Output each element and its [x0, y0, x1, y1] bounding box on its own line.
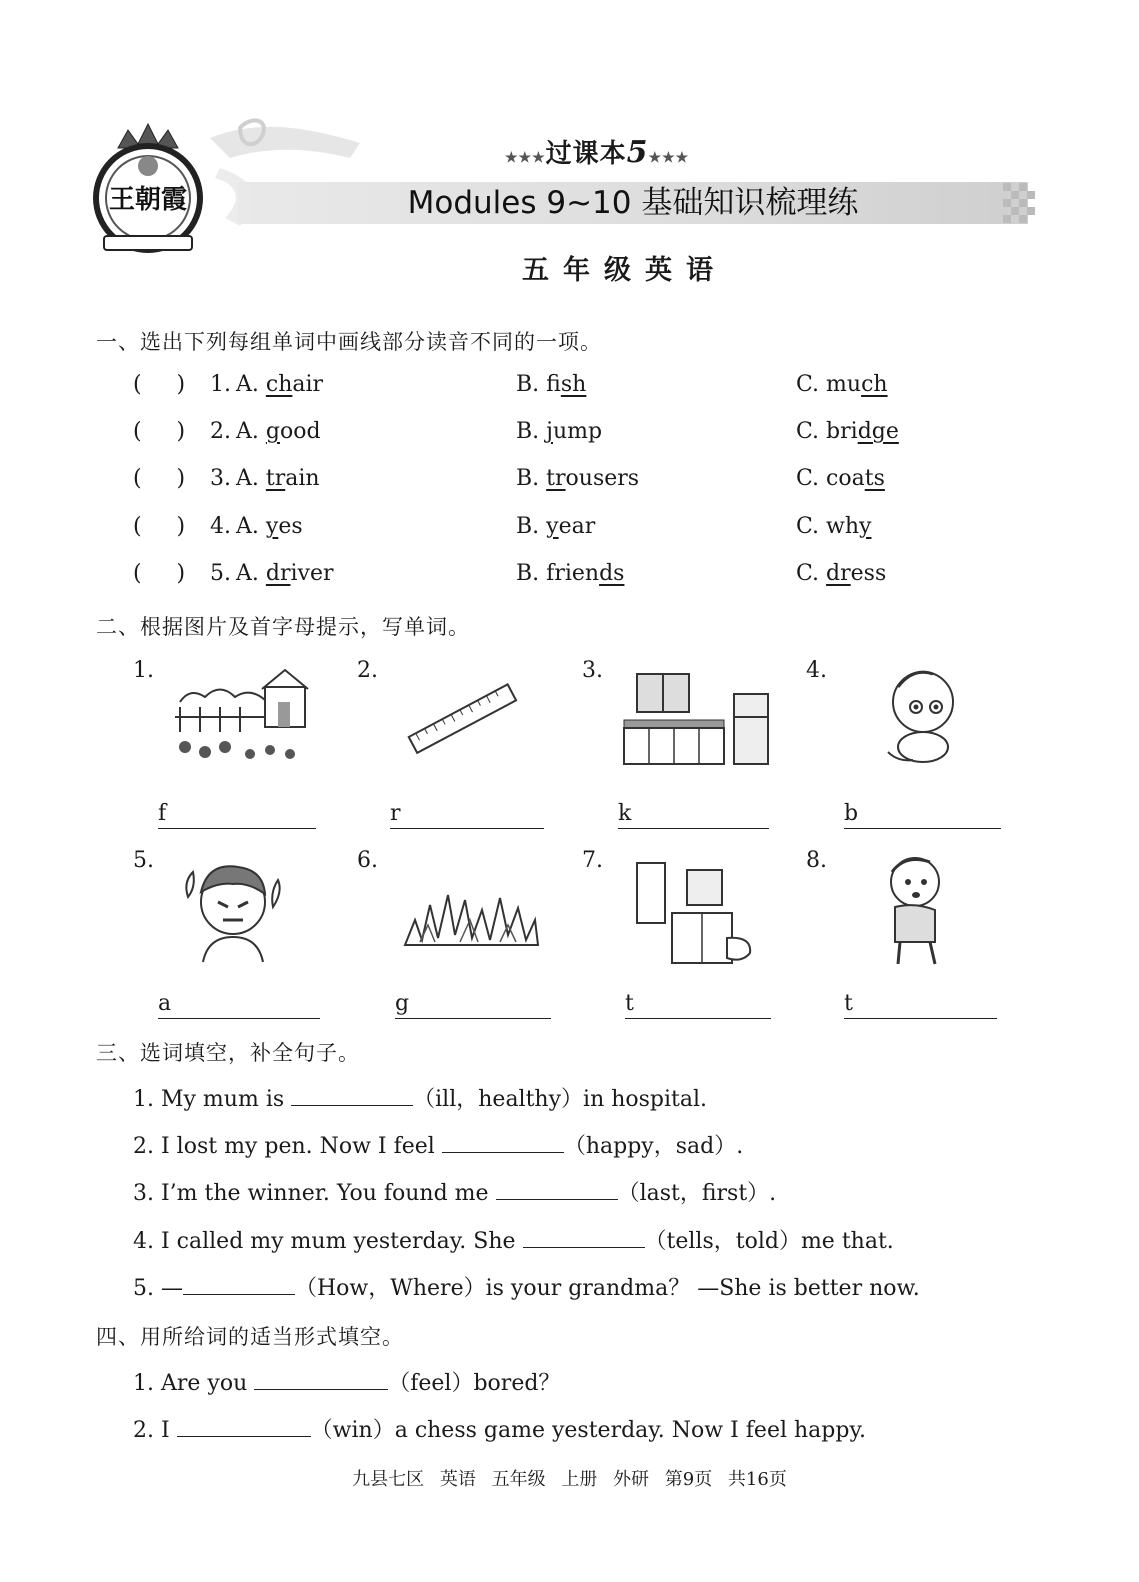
option-label: B.	[516, 466, 540, 491]
page-subtitle: 五年级英语	[522, 255, 727, 286]
answer-line[interactable]: r	[390, 800, 544, 829]
option-word-part: mu	[826, 372, 862, 397]
toilet-icon	[632, 858, 757, 968]
page-title: Modules 9~10 基础知识梳理练	[407, 185, 859, 221]
option-label: A.	[236, 514, 259, 539]
underlined-letters: ds	[599, 561, 625, 586]
option-label: B.	[516, 514, 540, 539]
option-word-part: ain	[285, 466, 320, 491]
option-label: A.	[236, 561, 259, 586]
option-b[interactable]	[516, 561, 624, 586]
underlined-letters: dge	[857, 419, 899, 444]
question-number: 3.	[210, 466, 231, 491]
answer-paren[interactable]: ( )	[133, 419, 186, 444]
question-number: 2.	[210, 419, 231, 444]
sentence-text: （happy，sad）.	[563, 1134, 744, 1159]
baby-icon	[868, 662, 968, 772]
sentence-text: （tells，told）me that.	[644, 1229, 894, 1254]
fill-sentence	[133, 1413, 866, 1444]
sentence-text: （feel）bored？	[388, 1371, 561, 1396]
option-a[interactable]	[236, 561, 334, 586]
grass-icon	[400, 880, 540, 950]
fill-sentence	[133, 1271, 920, 1302]
star-decoration: ★★★	[648, 150, 690, 166]
page-footer: 九县七区 英语 五年级 上册 外研 第9页 共16页	[352, 1469, 787, 1490]
picture-item-number: 3.	[582, 658, 603, 683]
underlined-letters: sh	[560, 372, 587, 397]
answer-line[interactable]: k	[618, 800, 769, 829]
option-word-part: coa	[826, 466, 865, 491]
logo-text: 王朝霞	[108, 185, 188, 215]
option-word-part: es	[278, 514, 303, 539]
sentence-text: （How，Where）is your grandma？ —She is better now.	[294, 1276, 920, 1301]
option-label: C.	[796, 466, 820, 491]
option-label: C.	[796, 372, 820, 397]
option-a[interactable]	[236, 372, 323, 397]
answer-paren[interactable]: ( )	[133, 466, 186, 491]
section2-heading: 二、根据图片及首字母提示，写单词。	[96, 615, 470, 639]
option-b[interactable]	[516, 466, 639, 491]
option-b[interactable]	[516, 419, 602, 444]
option-b[interactable]	[516, 514, 595, 539]
option-a[interactable]	[236, 419, 321, 444]
underlined-letters: y	[546, 514, 559, 539]
answer-blank[interactable]	[291, 1085, 413, 1106]
sentence-text: 2. I lost my pen. Now I feel	[133, 1134, 442, 1159]
fill-sentence	[133, 1129, 743, 1160]
option-label: A.	[236, 372, 259, 397]
underlined-letters: g	[265, 419, 280, 444]
option-label: A.	[236, 466, 259, 491]
sentence-text: 1. Are you	[133, 1371, 255, 1396]
option-word-part: ump	[553, 419, 603, 444]
answer-line[interactable]: b	[844, 800, 1001, 829]
underlined-letters: tr	[546, 466, 566, 491]
picture-item-number: 2.	[357, 658, 378, 683]
angry-boy-icon	[178, 852, 288, 967]
underlined-letters: dr	[265, 561, 291, 586]
sentence-text: 4. I called my mum yesterday. She	[133, 1229, 523, 1254]
answer-line[interactable]: f	[158, 800, 316, 829]
option-c[interactable]	[796, 514, 871, 539]
underlined-letters: ts	[864, 466, 885, 491]
option-c[interactable]	[796, 466, 885, 491]
sentence-text: 3. I’m the winner. You found me	[133, 1181, 496, 1206]
star-decoration: ★★★	[505, 150, 546, 166]
answer-line[interactable]: t	[625, 990, 771, 1019]
answer-line[interactable]: a	[158, 990, 320, 1019]
option-word-part: bri	[826, 419, 858, 444]
fill-sentence	[133, 1366, 560, 1397]
option-word-part: frien	[546, 561, 600, 586]
answer-paren[interactable]: ( )	[133, 561, 186, 586]
answer-blank[interactable]	[496, 1179, 618, 1200]
section4-heading: 四、用所给词的适当形式填空。	[96, 1325, 404, 1349]
sentence-text: 1. My mum is	[133, 1087, 292, 1112]
picture-item-number: 8.	[806, 848, 827, 873]
option-a[interactable]	[236, 514, 303, 539]
kitchen-icon	[622, 672, 772, 767]
underlined-letters: y	[265, 514, 279, 539]
option-label: C.	[796, 514, 820, 539]
underlined-letters: ch	[861, 372, 888, 397]
underlined-letters: y	[859, 514, 872, 539]
sentence-text: 2. I	[133, 1418, 177, 1443]
answer-paren[interactable]: ( )	[133, 514, 186, 539]
sentence-text: （win）a chess game yesterday. Now I feel happy.	[310, 1418, 866, 1443]
option-label: A.	[236, 419, 259, 444]
option-word-part: ousers	[565, 466, 640, 491]
option-c[interactable]	[796, 561, 886, 586]
option-c[interactable]	[796, 372, 888, 397]
section1-heading: 一、选出下列每组单词中画线部分读音不同的一项。	[96, 330, 602, 354]
option-word-part: wh	[826, 514, 860, 539]
farm-icon	[170, 662, 315, 772]
ruler-icon	[405, 680, 520, 760]
picture-item-number: 6.	[357, 848, 378, 873]
fill-sentence	[133, 1082, 707, 1113]
answer-blank[interactable]	[254, 1369, 388, 1390]
option-label: C.	[796, 561, 820, 586]
option-b[interactable]	[516, 372, 586, 397]
picture-item-number: 4.	[806, 658, 827, 683]
question-number: 5.	[210, 561, 231, 586]
answer-blank[interactable]	[183, 1274, 295, 1295]
picture-item-number: 1.	[133, 658, 154, 683]
option-word-part: ess	[850, 561, 887, 586]
picture-item-number: 5.	[133, 848, 154, 873]
fill-sentence	[133, 1176, 776, 1207]
sentence-text: 5. —	[133, 1276, 183, 1301]
answer-line[interactable]: t	[844, 990, 997, 1019]
option-label: B.	[516, 419, 540, 444]
series-label: 过课本	[545, 139, 627, 169]
publisher-logo	[78, 118, 218, 258]
underlined-letters: ch	[265, 372, 293, 397]
option-word-part: iver	[290, 561, 334, 586]
underlined-letters: tr	[265, 466, 286, 491]
answer-blank[interactable]	[442, 1132, 564, 1153]
option-word-part: air	[292, 372, 324, 397]
answer-blank[interactable]	[177, 1416, 311, 1437]
fill-sentence	[133, 1224, 894, 1255]
answer-line[interactable]: g	[395, 990, 551, 1019]
sentence-text: （ill，healthy）in hospital.	[413, 1087, 708, 1112]
tired-boy-icon	[880, 852, 955, 972]
option-label: B.	[516, 561, 540, 586]
option-word-part: ear	[558, 514, 596, 539]
picture-item-number: 7.	[582, 848, 603, 873]
option-label: C.	[796, 419, 820, 444]
underlined-letters: j	[546, 419, 553, 444]
section3-heading: 三、选词填空，补全句子。	[96, 1041, 360, 1065]
answer-blank[interactable]	[523, 1227, 645, 1248]
option-word-part: fi	[546, 372, 561, 397]
option-c[interactable]	[796, 419, 899, 444]
question-number: 4.	[210, 514, 231, 539]
answer-paren[interactable]: ( )	[133, 372, 186, 397]
question-number: 1.	[210, 372, 231, 397]
option-word-part: ood	[279, 419, 321, 444]
option-label: B.	[516, 372, 540, 397]
series-title	[505, 133, 689, 170]
sentence-text: （last，first）.	[617, 1181, 777, 1206]
series-number: 5	[626, 135, 649, 170]
underlined-letters: dr	[826, 561, 851, 586]
option-a[interactable]	[236, 466, 320, 491]
